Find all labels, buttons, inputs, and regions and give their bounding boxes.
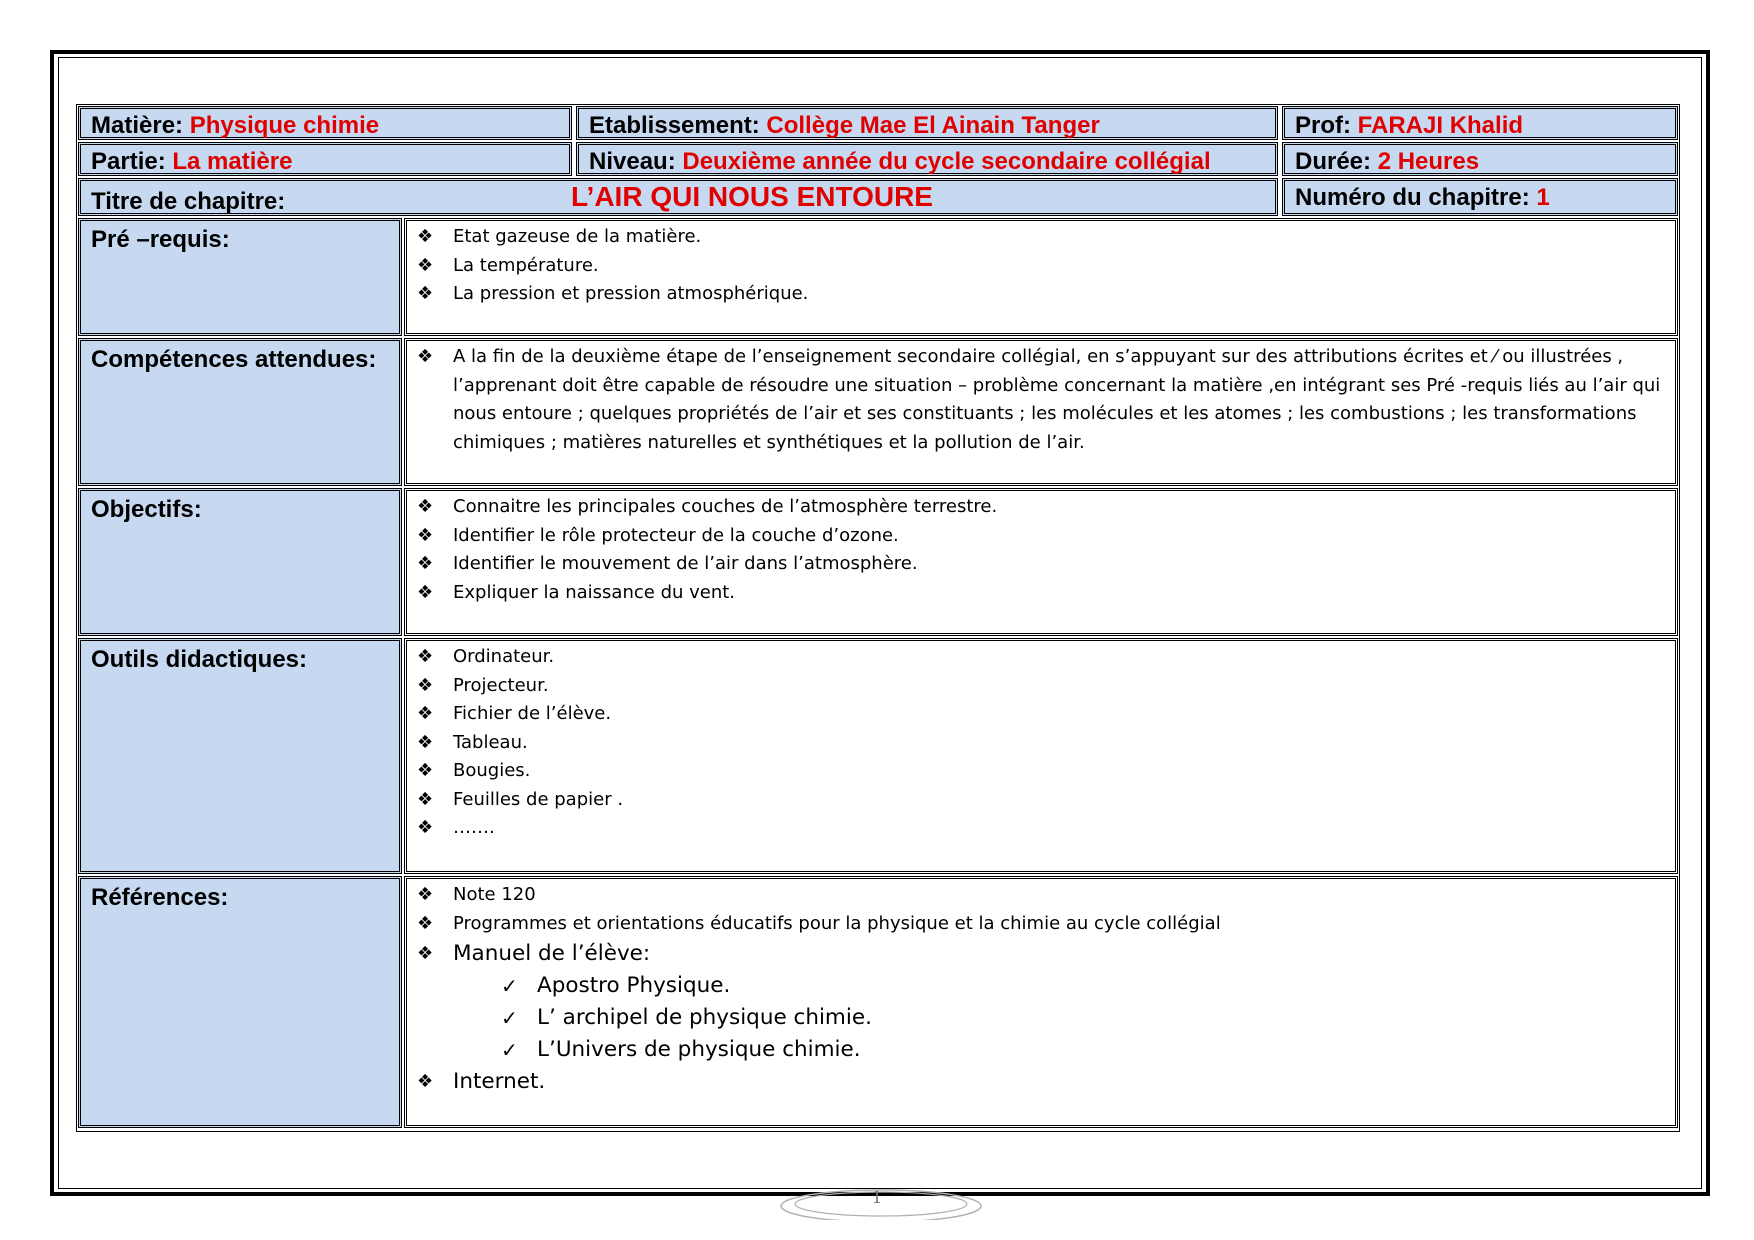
matiere-label: Matière: [91, 112, 184, 139]
diamond-bullet-icon: ❖ [417, 817, 434, 838]
diamond-bullet-icon: ❖ [417, 788, 434, 810]
prerequis-label-cell [78, 218, 402, 336]
list-item: ❖ Programmes et orientations éducatifs pour la physique et la chimie au cycle collégial [417, 910, 1665, 939]
list-item: ✓ L’ archipel de physique chimie. [501, 1002, 1665, 1034]
etablissement-cell [576, 106, 1278, 140]
outils-list [417, 643, 1665, 843]
list-item: ❖ Note 120 [417, 881, 1665, 910]
numero-value: 1 [1536, 184, 1550, 211]
matiere-cell [78, 106, 572, 140]
diamond-bullet-icon: ❖ [417, 1071, 434, 1092]
internet-list [417, 1066, 1665, 1098]
manuels-list [417, 970, 1665, 1066]
prof-label: Prof: [1295, 112, 1351, 139]
numero-label: Numéro du chapitre: [1295, 184, 1530, 211]
diamond-bullet-icon: ❖ [417, 524, 434, 546]
list-item: ❖ Identifier le rôle protecteur de la couche d’ozone. [417, 522, 1665, 551]
duree-label: Durée: [1295, 148, 1372, 175]
diamond-bullet-icon: ❖ [417, 646, 434, 667]
list-item: ❖ Etat gazeuse de la matière. [417, 223, 1665, 252]
list-item: ✓ Apostro Physique. [501, 970, 1665, 1002]
prof-value: FARAJI Khalid [1357, 112, 1524, 139]
list-item: ❖ Internet. [417, 1066, 1665, 1098]
diamond-bullet-icon: ❖ [417, 254, 434, 276]
list-item: ❖ Feuilles de papier . [417, 786, 1665, 815]
outils-label-cell [78, 638, 402, 874]
page-number: 1 [871, 1188, 883, 1208]
etablissement-label: Etablissement: [589, 112, 760, 139]
check-icon: ✓ [501, 1038, 518, 1062]
competences-content [404, 338, 1678, 486]
diamond-bullet-icon: ❖ [417, 912, 434, 934]
diamond-bullet-icon: ❖ [417, 553, 434, 574]
diamond-bullet-icon: ❖ [417, 496, 434, 517]
check-icon: ✓ [501, 1006, 518, 1030]
list-item: ❖ A la fin de la deuxième étape de l’enseignement secondaire collégial, en s’appuyant sur des attributions écrites et ⁄ ou illustrées , l’apprenant doit être capable de résoudre une situation – problème concernant la matière ,en intégrant ses Pré -requis liés au l’air qui nous entoure ; quelques propriétés de l’air et ses constituants ; les molécules et les atomes ; les combustions ; les transformations chimiques ; matières naturelles et synthétiques et la pollution de l’air. [417, 343, 1665, 457]
list-item: ❖ La pression et pression atmosphérique. [417, 280, 1665, 309]
niveau-label: Niveau: [589, 148, 676, 175]
list-item: ❖ Expliquer la naissance du vent. [417, 579, 1665, 608]
niveau-value: Deuxième année du cycle secondaire collégial [682, 148, 1211, 175]
list-item: ❖ ……. [417, 814, 1665, 843]
check-icon: ✓ [501, 974, 518, 998]
references-list [417, 881, 1665, 970]
etablissement-value: Collège Mae El Ainain Tanger [766, 112, 1100, 139]
list-item: ❖ Bougies. [417, 757, 1665, 786]
competences-label-cell [78, 338, 402, 486]
prerequis-label: Pré –requis: [91, 226, 230, 253]
references-label: Références: [91, 884, 229, 911]
list-item: ✓ L’Univers de physique chimie. [501, 1034, 1665, 1066]
diamond-bullet-icon: ❖ [417, 760, 434, 781]
outils-content [404, 638, 1678, 874]
list-item: ❖ Ordinateur. [417, 643, 1665, 672]
prof-cell [1282, 106, 1678, 140]
diamond-bullet-icon: ❖ [417, 703, 434, 724]
partie-value: La matière [172, 148, 293, 175]
partie-label: Partie: [91, 148, 166, 175]
list-item: ❖ Tableau. [417, 729, 1665, 758]
list-item: ❖ Identifier le mouvement de l’air dans l’atmosphère. [417, 550, 1665, 579]
objectifs-content [404, 488, 1678, 636]
diamond-bullet-icon: ❖ [417, 346, 434, 367]
titre-cell [78, 178, 1278, 216]
references-content [404, 876, 1678, 1128]
references-label-cell [78, 876, 402, 1128]
outils-label: Outils didactiques: [91, 646, 308, 673]
diamond-bullet-icon: ❖ [417, 674, 434, 696]
partie-cell [78, 142, 572, 176]
diamond-bullet-icon: ❖ [417, 731, 434, 753]
list-item: ❖ Fichier de l’élève. [417, 700, 1665, 729]
list-item: ❖ Projecteur. [417, 672, 1665, 701]
titre-label: Titre de chapitre: [91, 188, 286, 215]
list-item: ❖ Connaitre les principales couches de l’atmosphère terrestre. [417, 493, 1665, 522]
competences-list [417, 343, 1665, 457]
objectifs-label-cell [78, 488, 402, 636]
matiere-value: Physique chimie [189, 112, 380, 139]
list-item: ❖ Manuel de l’élève: [417, 938, 1665, 970]
diamond-bullet-icon: ❖ [417, 283, 434, 304]
duree-value: 2 Heures [1377, 148, 1480, 175]
diamond-bullet-icon: ❖ [417, 884, 434, 905]
niveau-cell [576, 142, 1278, 176]
diamond-bullet-icon: ❖ [417, 943, 434, 964]
objectifs-list [417, 493, 1665, 607]
diamond-bullet-icon: ❖ [417, 226, 434, 247]
prerequis-content [404, 218, 1678, 336]
duree-cell [1282, 142, 1678, 176]
diamond-bullet-icon: ❖ [417, 581, 434, 603]
numero-cell [1282, 178, 1678, 216]
prerequis-list [417, 223, 1665, 309]
list-item: ❖ La température. [417, 252, 1665, 281]
competences-label: Compétences attendues: [91, 346, 377, 373]
objectifs-label: Objectifs: [91, 496, 202, 523]
titre-value: L’AIR QUI NOUS ENTOURE [571, 181, 933, 212]
